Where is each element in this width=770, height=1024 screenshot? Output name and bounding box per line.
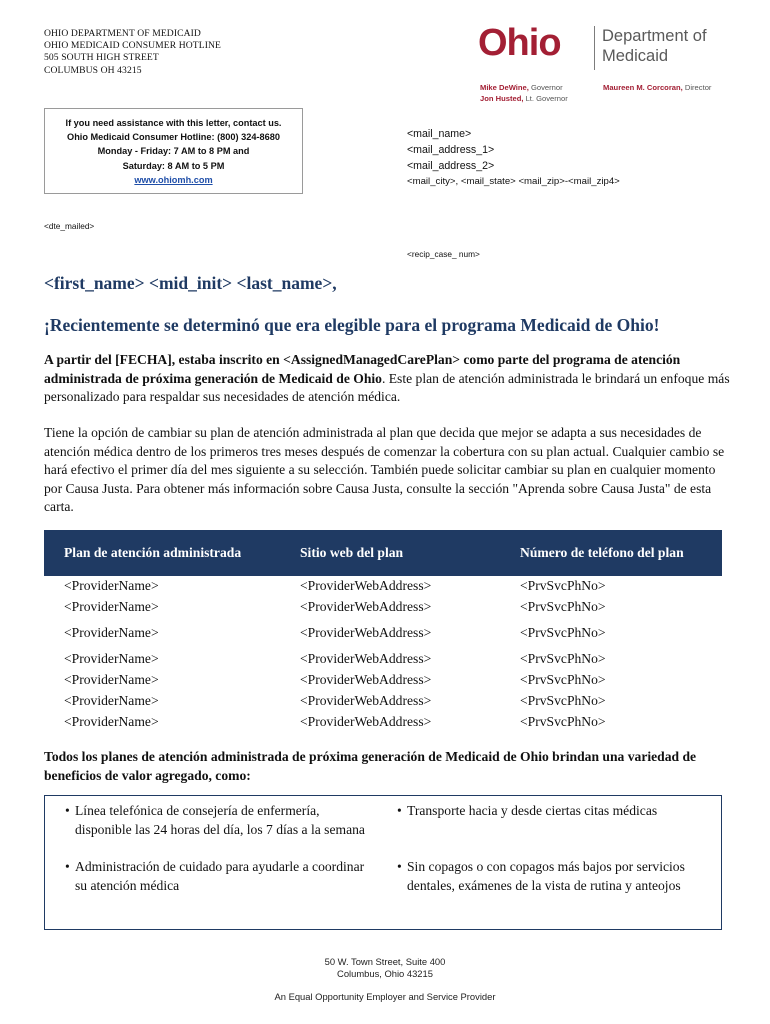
cell-web: <ProviderWebAddress> xyxy=(300,599,432,614)
bullet-icon: • xyxy=(65,859,70,874)
sender-line: 505 SOUTH HIGH STREET xyxy=(44,52,159,64)
bullet-icon: • xyxy=(65,803,70,818)
salutation: <first_name> <mid_init> <last_name>, xyxy=(44,273,337,293)
cell-provider: <ProviderName> xyxy=(64,578,159,593)
cell-web: <ProviderWebAddress> xyxy=(300,578,432,593)
hours-weekday: Monday - Friday: 7 AM to 8 PM and xyxy=(97,146,250,157)
lt-governor-line xyxy=(480,94,568,103)
table-row xyxy=(44,670,722,691)
cell-web: <ProviderWebAddress> xyxy=(300,651,432,666)
governor-line xyxy=(480,83,563,92)
logo-divider xyxy=(594,26,595,70)
bullet-icon: • xyxy=(397,859,402,874)
cell-provider: <ProviderName> xyxy=(64,625,159,640)
cell-phone: <PrvSvcPhNo> xyxy=(520,693,606,708)
ohio-wordmark: Ohio xyxy=(478,22,561,64)
intro-bold: A partir del [FECHA], estaba inscrito en <AssignedManagedCarePlan> como parte del programa de atención administrada de próxima generación de Medicaid de Ohio xyxy=(44,352,681,386)
cell-phone: <PrvSvcPhNo> xyxy=(520,714,606,729)
benefit-item xyxy=(65,802,375,839)
cell-web: <ProviderWebAddress> xyxy=(300,693,432,708)
cell-provider: <ProviderName> xyxy=(64,672,159,687)
change-plan-paragraph: Tiene la opción de cambiar su plan de atención administrada al plan que decida que mejor se adapta a sus necesidades de atención médica dentro de los primeros tres meses después de comenzar la cobertura con su plan actual. Cualquier cambio se hará efectivo el primer día del mes siguiente a su selección. También puede solicitar cambiar su plan en cualquier momento por Causa Justa. Para obtener más información sobre Causa Justa, consulte la sección "Aprenda sobre Causa Justa" de esta carta. xyxy=(44,425,725,514)
cell-phone: <PrvSvcPhNo> xyxy=(520,599,606,614)
footer-city: Columbus, Ohio 43215 xyxy=(337,968,433,980)
benefit-item xyxy=(397,802,722,821)
hours-saturday: Saturday: 8 AM to 5 PM xyxy=(122,160,225,171)
governor-name: Mike DeWine, xyxy=(480,83,529,92)
cell-provider: <ProviderName> xyxy=(64,599,159,614)
mail-name: <mail_name> xyxy=(407,128,472,140)
benefit-text: Sin copagos o con copagos más bajos por servicios dentales, exámenes de la vista de rutina y anteojos xyxy=(407,859,685,893)
hotline-line: Ohio Medicaid Consumer Hotline: (800) 324-8680 xyxy=(67,132,280,143)
sender-address xyxy=(44,28,221,77)
intro-paragraph xyxy=(44,351,734,407)
bullet-icon: • xyxy=(397,803,402,818)
mail-address-2: <mail_address_2> xyxy=(407,160,495,172)
intro-rest: . Este plan de atención administrada le brindará un enfoque más personalizado para respaldar sus necesidades de atención médica. xyxy=(44,370,730,404)
benefit-item xyxy=(397,858,722,895)
benefit-text: Administración de cuidado para ayudarle a coordinar su atención médica xyxy=(75,859,365,893)
website-link[interactable]: www.ohiomh.com xyxy=(134,174,213,185)
cell-provider: <ProviderName> xyxy=(64,714,159,729)
dept-line-2: Medicaid xyxy=(602,47,669,65)
department-wordmark xyxy=(602,26,707,66)
table-row xyxy=(44,691,722,712)
ohio-medicaid-logo xyxy=(476,22,726,112)
mail-city-line: <mail_city>, <mail_state> <mail_zip>-<mail_zip4> xyxy=(407,176,620,187)
cell-phone: <PrvSvcPhNo> xyxy=(520,651,606,666)
benefit-item xyxy=(65,858,375,895)
header-plan: Plan de atención administrada xyxy=(64,545,242,560)
benefits-title: Todos los planes de atención administrada de próxima generación de Medicaid de Ohio brindan una variedad de beneficios de valor agregado, como: xyxy=(44,749,697,783)
sender-line: COLUMBUS OH 43215 xyxy=(44,64,142,76)
cell-web: <ProviderWebAddress> xyxy=(300,714,432,729)
benefit-text: Línea telefónica de consejería de enfermería, disponible las 24 horas del día, los 7 días a la semana xyxy=(75,803,365,837)
mail-address-1: <mail_address_1> xyxy=(407,144,495,156)
cell-phone: <PrvSvcPhNo> xyxy=(520,672,606,687)
date-mailed: <dte_mailed> xyxy=(44,221,95,231)
cell-provider: <ProviderName> xyxy=(64,651,159,666)
sender-line: OHIO MEDICAID CONSUMER HOTLINE xyxy=(44,40,222,52)
footer-eoe: An Equal Opportunity Employer and Service Provider xyxy=(274,991,496,1002)
assistance-box xyxy=(44,108,303,194)
governor-title: Governor xyxy=(528,83,563,92)
table-row xyxy=(44,712,722,733)
lt-governor-name: Jon Husted, xyxy=(480,94,524,103)
plans-table xyxy=(44,530,722,733)
cell-provider: <ProviderName> xyxy=(64,693,159,708)
director-line xyxy=(603,83,711,92)
header-phone: Número de teléfono del plan xyxy=(520,545,684,560)
director-title: Director xyxy=(682,83,712,92)
lt-governor-title: Lt. Governor xyxy=(523,94,568,103)
header-website: Sitio web del plan xyxy=(300,545,404,560)
director-name: Maureen M. Corcoran, xyxy=(603,83,683,92)
cell-web: <ProviderWebAddress> xyxy=(300,625,432,640)
case-number: <recip_case_ num> xyxy=(407,249,480,259)
footer-address xyxy=(0,956,770,980)
table-row xyxy=(44,649,722,670)
cell-phone: <PrvSvcPhNo> xyxy=(520,625,606,640)
table-row xyxy=(44,576,722,597)
sender-line: OHIO DEPARTMENT OF MEDICAID xyxy=(44,28,201,39)
table-header xyxy=(44,530,722,576)
headline: ¡Recientemente se determinó que era elegible para el programa Medicaid de Ohio! xyxy=(44,315,660,335)
mailing-address xyxy=(407,126,620,190)
table-row xyxy=(44,597,722,618)
table-row xyxy=(44,623,722,644)
cell-web: <ProviderWebAddress> xyxy=(300,672,432,687)
footer-street: 50 W. Town Street, Suite 400 xyxy=(324,956,446,967)
cell-phone: <PrvSvcPhNo> xyxy=(520,578,606,593)
benefits-box xyxy=(44,795,722,930)
assistance-line: If you need assistance with this letter, contact us. xyxy=(65,118,282,128)
benefit-text: Transporte hacia y desde ciertas citas médicas xyxy=(407,803,658,818)
dept-line-1: Department of xyxy=(602,27,707,45)
